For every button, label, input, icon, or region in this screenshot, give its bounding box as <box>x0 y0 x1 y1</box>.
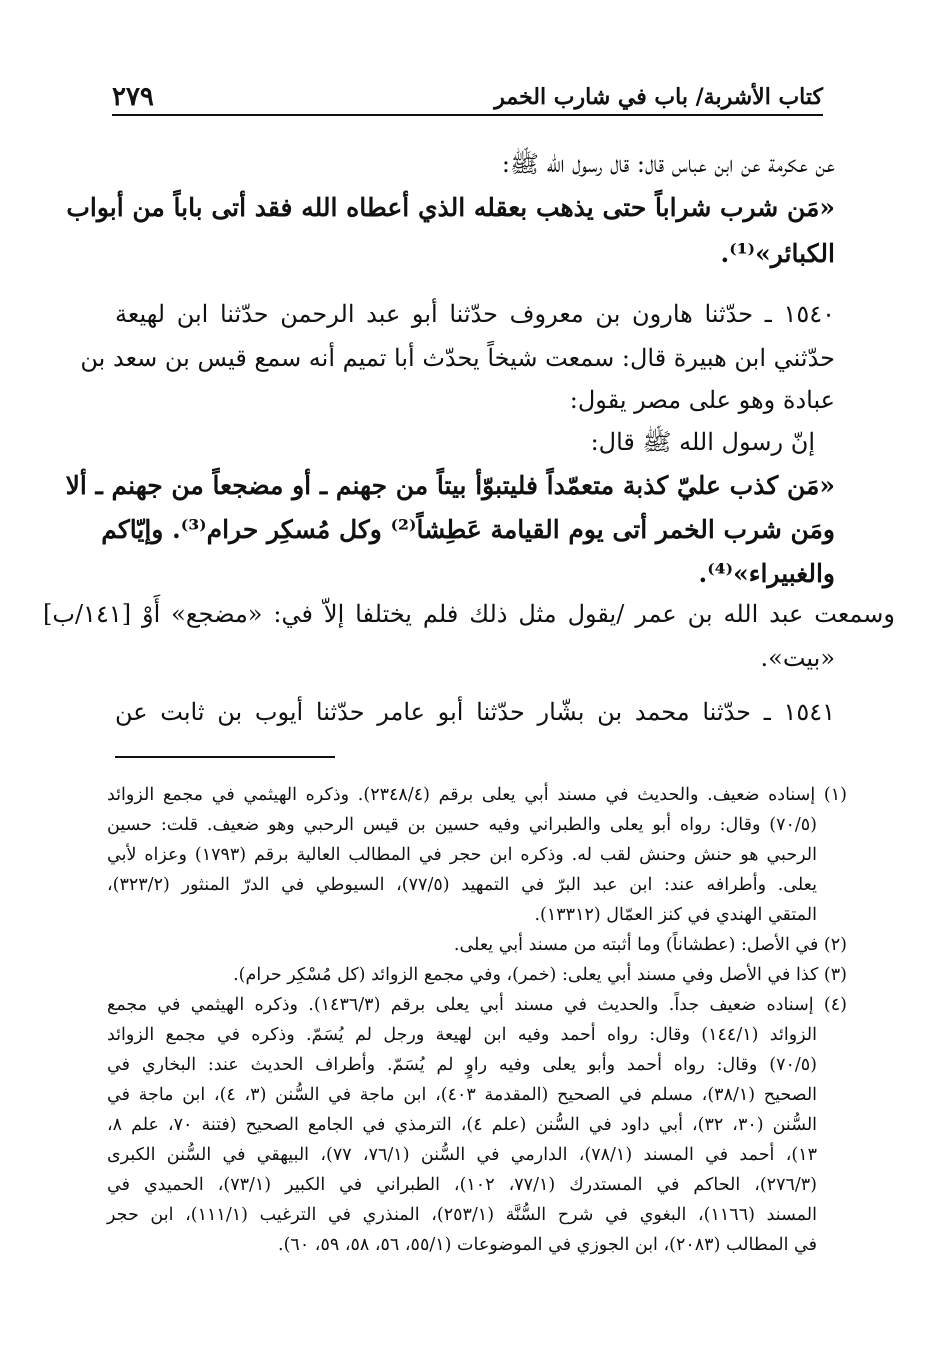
footnote-line: المسند (١١٦٦)، البغوي في شرح السُّنَّة (٢٥٣/١)، المنذري في الترغيب (١١١/١)، ابن حجر <box>107 1205 817 1225</box>
footnote-line: في المطالب (٢٠٨٣)، ابن الجوزي في الموضوعات (٥٥/١، ٥٦، ٥٨، ٥٩، ٦٠). <box>278 1235 817 1255</box>
footnote-line: السُّنن (٣٠، ٣٢)، أبي داود في السُّنن (علم ٤)، الترمذي في الجامع الصحيح (فتنة ٧٠، علم ٨، <box>107 1115 818 1135</box>
text-line: إنّ رسول الله ﷺ قال: <box>590 428 815 456</box>
text-line: عن عكرمة عن ابن عباس قال: قال رسول الله ﷺ: <box>501 150 835 178</box>
isnad-line: عبادة وهو على مصر يقول: <box>569 386 835 414</box>
hadith-text-line: الكبائر»⁽¹⁾. <box>720 239 835 268</box>
running-header <box>112 82 823 116</box>
hadith-text-line: ومَن شرب الخمر أتى يوم القيامة عَطِشاً⁽²⁾ وكل مُسكِر حرام⁽³⁾. وإيّاكم <box>101 515 835 544</box>
footnote-line: (٧٠/٥) وقال: رواه أحمد وأبو يعلى وفيه راوٍ لم يُسَمّ. وأطراف الحديث عند: البخاري في <box>107 1055 817 1075</box>
isnad-line: ١٥٤٠ ـ حدّثنا هارون بن معروف حدّثنا أبو عبد الرحمن حدّثنا ابن لهيعة <box>115 300 835 328</box>
footnote-line: الصحيح (٣٨/١)، مسلم في الصحيح (المقدمة ٤٠٣)، ابن ماجة في السُّنن (٣، ٤)، ابن ماجة في <box>107 1085 818 1105</box>
hadith-text-line: «مَن كذب عليّ كذبة متعمّداً فليتبوّأ بيتاً من جهنم ـ أو مضجعاً من جهنم ـ ألا <box>65 471 835 500</box>
footnote-line: الرحبي هو حنش وحنش لقب له. وذكره ابن حجر في المطالب العالية برقم (١٧٩٣) وعزاه لأبي <box>107 845 817 865</box>
text-line: «بيت». <box>760 644 835 672</box>
footnote-line: يعلى. وأطرافه عند: ابن عبد البرّ في التمهيد (٧٧/٥)، السيوطي في الدرّ المنثور (٣٢٣/٢)، <box>107 875 817 895</box>
footnote-line: (٧٠/٥) وقال: رواه أبو يعلى والطبراني وفيه حسين بن قيس الرحبي وهو ضعيف. قلت: حسين <box>107 815 817 835</box>
isnad-line: ١٥٤١ ـ حدّثنا محمد بن بشّار حدّثنا أبو عامر حدّثنا أيوب بن ثابت عن <box>115 698 835 726</box>
footnote-line: (١) إسناده ضعيف. والحديث في مسند أبي يعلى برقم (٢٣٤٨/٤). وذكره الهيثمي في مجمع الزوائد <box>107 785 847 805</box>
footnote-line: ١٣)، أحمد في المسند (٧٨/١)، الدارمي في السُّنن (٧٦/١، ٧٧)، البيهقي في السُّنن الكبرى <box>107 1145 817 1165</box>
footnote-line: الزوائد (١٤٤/١) وقال: رواه أحمد وفيه ابن لهيعة ورجل لم يُسَمّ. وذكره في مجمع الزوائد <box>107 1025 817 1045</box>
footnote-line: (٢) في الأصل: (عطشاناً) وما أثبته من مسند أبي يعلى. <box>453 935 847 955</box>
footnote-line: (٤) إسناده ضعيف جداً. والحديث في مسند أبي يعلى برقم (١٤٣٦/٣). وذكره الهيثمي في مجمع <box>107 995 847 1015</box>
footnote-line: (٣) كذا في الأصل وفي مسند أبي يعلى: (خمر)، وفي مجمع الزوائد (كل مُسْكِر حرام). <box>233 965 847 985</box>
footnote-line: المتقي الهندي في كنز العمّال (١٣٣١٢). <box>534 905 817 925</box>
hadith-text-line: «مَن شرب شراباً حتى يذهب بعقله الذي أعطاه الله فقد أتى باباً من أبواب <box>66 193 835 222</box>
footnote-separator <box>115 756 335 758</box>
footnote-line: (٢٧٦/٣)، الحاكم في المستدرك (٧٧/١، ١٠٢)، الطبراني في الكبير (٧٣/١)، الحميدي في <box>107 1175 817 1195</box>
hadith-text-line: والغبيراء»⁽⁴⁾. <box>698 559 835 588</box>
isnad-line: حدّثني ابن هبيرة قال: سمعت شيخاً يحدّث أبا تميم أنه سمع قيس بن سعد بن <box>80 344 835 372</box>
text-line: وسمعت عبد الله بن عمر /يقول مثل ذلك فلم يختلفا إلاّ في: «مضجع» أَوْ [١٤١/ب] <box>43 600 895 628</box>
chapter-title: كتاب الأشربة/ باب في شارب الخمر <box>494 84 823 110</box>
page-number: ٢٧٩ <box>112 82 154 112</box>
